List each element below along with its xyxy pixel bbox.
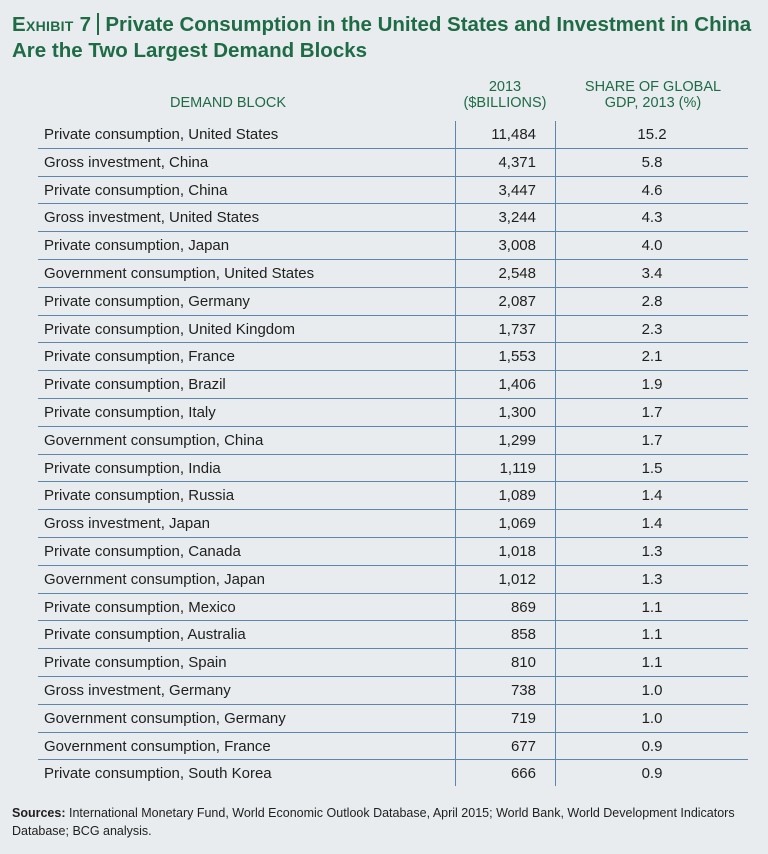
row-value: 3,447 <box>498 181 536 199</box>
row-value: 1,018 <box>498 542 536 560</box>
demand-block-table <box>38 121 748 788</box>
row-share: 4.3 <box>641 209 663 227</box>
row-value: 1,089 <box>498 487 536 505</box>
table-row <box>38 455 748 483</box>
table-row <box>38 538 748 566</box>
table-row <box>38 343 748 371</box>
row-share: 1.3 <box>641 542 663 560</box>
row-value: 677 <box>510 737 536 755</box>
table-row <box>38 677 748 705</box>
table-row <box>38 288 748 316</box>
table-row <box>38 232 748 260</box>
row-demand-block: Gross investment, Germany <box>44 681 231 699</box>
row-demand-block: Government consumption, Japan <box>44 570 265 588</box>
table-row <box>38 649 748 677</box>
row-share: 1.1 <box>641 654 663 672</box>
column-header-value-line2: ($BILLIONS) <box>463 95 547 111</box>
column-header-value <box>455 79 555 111</box>
row-value: 1,406 <box>498 376 536 394</box>
row-value: 1,119 <box>499 459 536 477</box>
row-demand-block: Private consumption, Brazil <box>44 376 226 394</box>
row-value: 1,299 <box>498 431 536 449</box>
row-demand-block: Private consumption, France <box>44 348 235 366</box>
table-row <box>38 510 748 538</box>
table-row <box>38 149 748 177</box>
table-row <box>38 399 748 427</box>
row-value: 3,244 <box>498 209 536 227</box>
row-value: 719 <box>510 709 536 727</box>
row-value: 2,548 <box>498 264 536 282</box>
row-share: 2.1 <box>641 348 663 366</box>
column-header-demand-block: DEMAND BLOCK <box>169 95 287 111</box>
row-demand-block: Private consumption, Germany <box>44 292 250 310</box>
row-value: 1,300 <box>498 403 536 421</box>
row-value: 1,069 <box>498 515 536 533</box>
table-row <box>38 177 748 205</box>
row-value: 738 <box>510 681 536 699</box>
row-share: 2.8 <box>641 292 663 310</box>
row-value: 4,371 <box>498 153 536 171</box>
row-value: 1,012 <box>498 570 536 588</box>
row-value: 858 <box>510 626 536 644</box>
row-demand-block: Gross investment, Japan <box>44 515 210 533</box>
table-row <box>38 121 748 149</box>
row-demand-block: Private consumption, United Kingdom <box>44 320 295 338</box>
row-value: 869 <box>510 598 536 616</box>
column-header-share-line2: GDP, 2013 (%) <box>604 95 702 111</box>
row-demand-block: Private consumption, United States <box>44 126 279 143</box>
row-demand-block: Private consumption, Japan <box>44 237 230 255</box>
row-share: 2.3 <box>641 320 663 338</box>
row-demand-block: Government consumption, China <box>44 431 264 449</box>
row-share: 1.4 <box>641 487 663 505</box>
row-share: 1.1 <box>641 626 663 644</box>
table-row <box>38 482 748 510</box>
row-demand-block: Private consumption, South Korea <box>44 765 272 783</box>
row-share: 3.4 <box>641 264 663 282</box>
table-row <box>38 316 748 344</box>
sources-note <box>12 804 756 840</box>
table-row <box>38 733 748 761</box>
row-demand-block: Private consumption, Russia <box>44 487 235 505</box>
row-share: 1.3 <box>641 570 663 588</box>
table-row <box>38 705 748 733</box>
row-share: 4.0 <box>641 237 663 255</box>
row-share: 1.1 <box>641 598 663 616</box>
row-share: 5.8 <box>641 153 663 171</box>
row-demand-block: Gross investment, United States <box>44 209 260 227</box>
exhibit-heading: Private Consumption in the United States and Investment in China Are the Two Largest Demand Blocks <box>12 13 752 62</box>
row-value: 11,484 <box>491 126 536 143</box>
row-share: 1.0 <box>641 709 663 727</box>
row-value: 666 <box>510 765 536 783</box>
row-share: 1.7 <box>641 431 663 449</box>
column-header-share-line1: SHARE OF GLOBAL <box>584 79 722 95</box>
row-demand-block: Private consumption, Canada <box>44 542 241 560</box>
row-demand-block: Private consumption, Italy <box>44 403 216 421</box>
row-demand-block: Private consumption, Spain <box>44 654 227 672</box>
row-share: 0.9 <box>641 765 663 783</box>
row-share: 0.9 <box>641 737 663 755</box>
table-row <box>38 594 748 622</box>
row-share: 1.5 <box>641 459 663 477</box>
exhibit-label: Exhibit 7 <box>12 13 92 36</box>
row-value: 2,087 <box>498 292 536 310</box>
row-demand-block: Government consumption, Germany <box>44 709 286 727</box>
table-row <box>38 427 748 455</box>
row-value: 810 <box>510 654 536 672</box>
table-row <box>38 371 748 399</box>
column-header-share <box>558 79 748 111</box>
row-demand-block: Private consumption, China <box>44 181 228 199</box>
row-demand-block: Private consumption, Australia <box>44 626 246 644</box>
row-share: 1.4 <box>641 515 663 533</box>
row-value: 3,008 <box>498 237 536 255</box>
table-row <box>38 760 748 788</box>
row-share: 4.6 <box>641 181 663 199</box>
table-row <box>38 566 748 594</box>
row-share: 1.7 <box>641 403 663 421</box>
row-value: 1,737 <box>498 320 536 338</box>
row-share: 15.2 <box>637 126 667 143</box>
column-header-value-line1: 2013 <box>488 79 522 95</box>
table-row <box>38 260 748 288</box>
sources-label: Sources: <box>12 806 66 820</box>
row-demand-block: Government consumption, France <box>44 737 271 755</box>
row-share: 1.0 <box>641 681 663 699</box>
title-divider <box>97 13 99 35</box>
row-demand-block: Government consumption, United States <box>44 264 315 282</box>
table-row <box>38 204 748 232</box>
sources-text: International Monetary Fund, World Economic Outlook Database, April 2015; World Bank, World Development Indicators Database; BCG analysis. <box>12 806 735 838</box>
row-share: 1.9 <box>641 376 663 394</box>
row-demand-block: Gross investment, China <box>44 153 209 171</box>
exhibit-title <box>12 12 756 64</box>
table-row <box>38 621 748 649</box>
row-demand-block: Private consumption, Mexico <box>44 598 236 616</box>
row-value: 1,553 <box>498 348 536 366</box>
row-demand-block: Private consumption, India <box>44 459 221 477</box>
